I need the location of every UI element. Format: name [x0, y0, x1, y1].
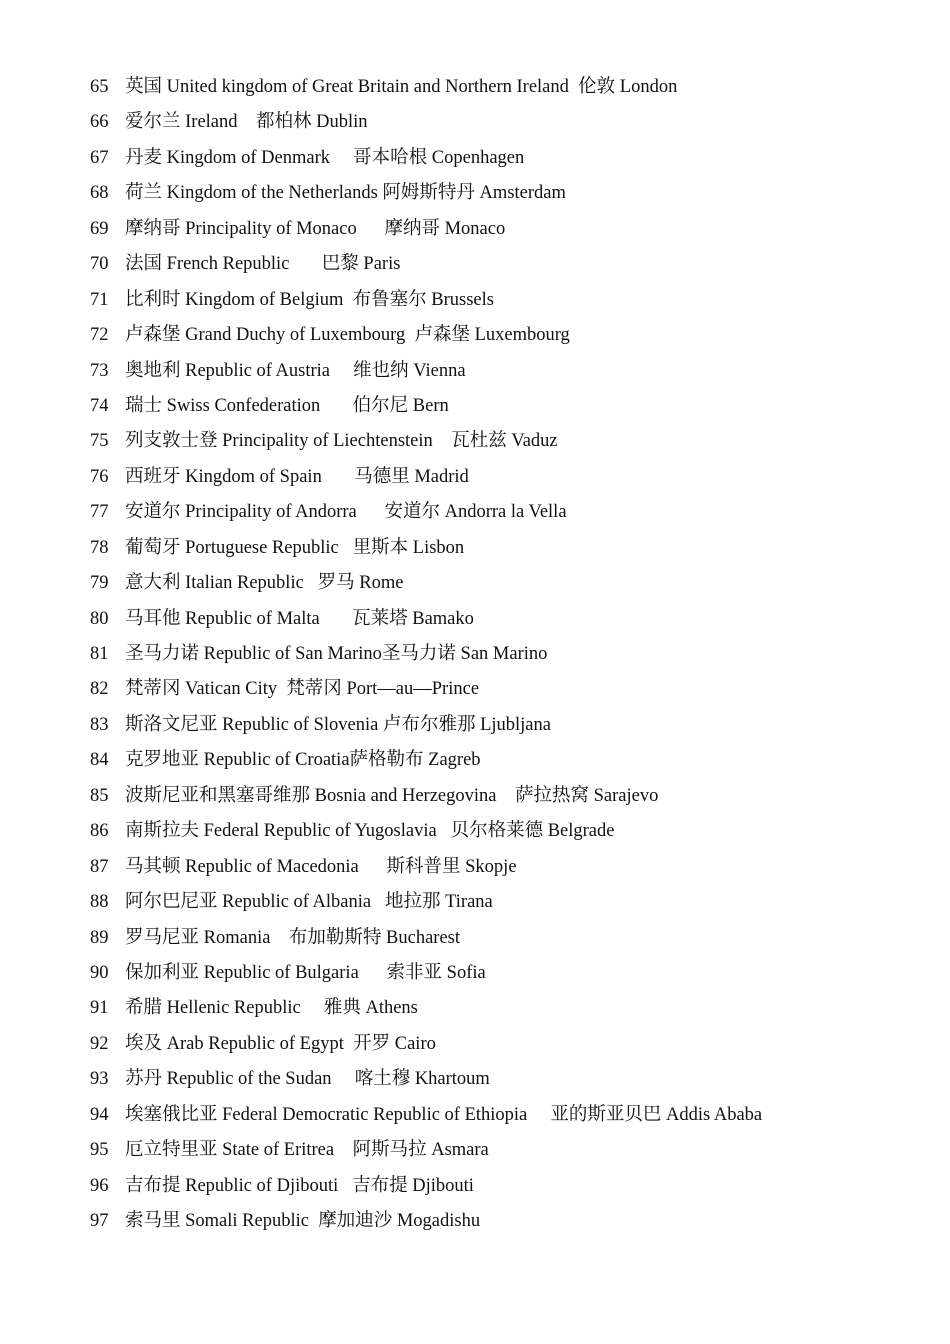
- capital-name: 瓦杜兹 Vaduz: [451, 431, 558, 452]
- item-number: 95: [90, 1140, 109, 1161]
- country-name: 斯洛文尼亚 Republic of Slovenia: [125, 714, 383, 735]
- country-name: 爱尔兰 Ireland: [125, 112, 257, 133]
- list-item: [90, 814, 930, 849]
- list-item: [90, 141, 930, 176]
- country-name: 罗马尼亚 Romania: [125, 927, 289, 948]
- list-item: [90, 389, 930, 424]
- list-item: [90, 1027, 930, 1062]
- list-item: [90, 1062, 930, 1097]
- list-item: [90, 602, 930, 637]
- list-item: [90, 885, 930, 920]
- country-name: 卢森堡 Grand Duchy of Luxembourg: [125, 325, 415, 346]
- capital-name: 安道尔 Andorra la Vella: [384, 502, 567, 523]
- item-number: 97: [90, 1211, 109, 1231]
- country-name: 丹麦 Kingdom of Denmark: [125, 147, 354, 168]
- capital-name: 维也纳 Vienna: [353, 360, 466, 381]
- list-item: [90, 637, 930, 672]
- capital-name: 卢森堡 Luxembourg: [414, 325, 570, 346]
- capital-name: 圣马力诺 San Marino: [381, 644, 548, 664]
- country-name: 西班牙 Kingdom of Spain: [125, 466, 355, 487]
- list-item: [90, 743, 930, 778]
- list-item: [90, 318, 930, 353]
- country-name: 奥地利 Republic of Austria: [125, 360, 354, 381]
- country-name: 埃塞俄比亚 Federal Democratic Republic of Ethiopia: [125, 1104, 551, 1125]
- country-capital-list: [90, 70, 930, 1239]
- country-name: 马其顿 Republic of Macedonia: [125, 856, 387, 877]
- capital-name: 瓦莱塔 Bamako: [352, 608, 474, 629]
- capital-name: 哥本哈根 Copenhagen: [353, 147, 525, 168]
- item-number: 86: [90, 821, 109, 842]
- list-item: [90, 956, 930, 991]
- capital-name: 阿姆斯特丹 Amsterdam: [382, 183, 566, 204]
- item-number: 78: [90, 537, 109, 558]
- country-name: 克罗地亚 Republic of Croatia: [125, 750, 350, 771]
- capital-name: 雅典 Athens: [323, 998, 418, 1019]
- list-item: [90, 105, 930, 140]
- list-item: [90, 566, 930, 601]
- capital-name: 索非亚 Sofia: [386, 962, 486, 983]
- list-item: [90, 991, 930, 1026]
- item-number: 75: [90, 431, 109, 452]
- capital-name: 罗马 Rome: [317, 573, 404, 594]
- capital-name: 摩纳哥 Monaco: [384, 218, 506, 239]
- capital-name: 都柏林 Dublin: [256, 112, 368, 133]
- list-item: [90, 283, 930, 318]
- item-number: 96: [90, 1175, 109, 1196]
- country-name: 保加利亚 Republic of Bulgaria: [125, 962, 387, 983]
- capital-name: 布鲁塞尔 Brussels: [352, 289, 494, 310]
- item-number: 67: [90, 147, 109, 168]
- item-number: 76: [90, 466, 109, 487]
- capital-name: 卢布尔雅那 Ljubljana: [382, 714, 551, 735]
- capital-name: 马德里 Madrid: [354, 466, 469, 487]
- item-number: 74: [90, 395, 109, 416]
- item-number: 89: [90, 927, 109, 948]
- capital-name: 贝尔格莱德 Belgrade: [450, 821, 615, 842]
- country-name: 索马里 Somali Republic: [125, 1211, 319, 1231]
- list-item: [90, 212, 930, 247]
- capital-name: 萨格勒布 Zagreb: [349, 750, 481, 771]
- item-number: 68: [90, 183, 109, 204]
- capital-name: 地拉那 Tirana: [385, 892, 493, 913]
- item-number: 87: [90, 856, 109, 877]
- country-name: 安道尔 Principality of Andorra: [125, 502, 385, 523]
- country-name: 法国 French Republic: [125, 254, 322, 275]
- list-item: [90, 672, 930, 707]
- capital-name: 萨拉热窝 Sarajevo: [514, 785, 659, 806]
- item-number: 91: [90, 998, 109, 1019]
- list-item: [90, 495, 930, 530]
- country-name: 波斯尼亚和黑塞哥维那 Bosnia and Herzegovina: [125, 785, 515, 806]
- country-name: 葡萄牙 Portuguese Republic: [125, 537, 353, 558]
- list-item: [90, 354, 930, 389]
- item-number: 66: [90, 112, 109, 133]
- item-number: 92: [90, 1033, 109, 1054]
- country-name: 马耳他 Republic of Malta: [125, 608, 353, 629]
- capital-name: 伯尔尼 Bern: [352, 395, 449, 416]
- item-number: 85: [90, 785, 109, 806]
- capital-name: 亚的斯亚贝巴 Addis Ababa: [550, 1104, 763, 1125]
- capital-name: 摩加迪沙 Mogadishu: [318, 1211, 481, 1231]
- list-item: [90, 1169, 930, 1204]
- list-item: [90, 708, 930, 743]
- list-item: [90, 424, 930, 459]
- item-number: 69: [90, 218, 109, 239]
- capital-name: 喀土穆 Khartoum: [354, 1069, 490, 1090]
- list-item: [90, 921, 930, 956]
- item-number: 79: [90, 573, 109, 594]
- item-number: 81: [90, 644, 109, 664]
- country-name: 圣马力诺 Republic of San Marino: [125, 644, 382, 664]
- item-number: 77: [90, 502, 109, 523]
- country-name: 比利时 Kingdom of Belgium: [125, 289, 353, 310]
- item-number: 93: [90, 1069, 109, 1090]
- country-name: 吉布提 Republic of Djibouti: [125, 1175, 353, 1196]
- item-number: 83: [90, 714, 109, 735]
- capital-name: 布加勒斯特 Bucharest: [288, 927, 461, 948]
- list-item: [90, 460, 930, 495]
- capital-name: 阿斯马拉 Asmara: [352, 1140, 489, 1161]
- capital-name: 伦敦 London: [578, 77, 678, 97]
- country-name: 南斯拉夫 Federal Republic of Yugoslavia: [125, 821, 451, 842]
- list-item: [90, 850, 930, 885]
- capital-name: 开罗 Cairo: [353, 1033, 436, 1054]
- capital-name: 巴黎 Paris: [321, 254, 401, 275]
- list-item: [90, 531, 930, 566]
- item-number: 80: [90, 608, 109, 629]
- item-number: 84: [90, 750, 109, 771]
- capital-name: 梵蒂冈 Port—au—Prince: [286, 679, 480, 700]
- list-item: [90, 1133, 930, 1168]
- item-number: 90: [90, 962, 109, 983]
- country-name: 梵蒂冈 Vatican City: [125, 679, 287, 700]
- list-item: [90, 70, 930, 105]
- country-name: 荷兰 Kingdom of the Netherlands: [125, 183, 383, 204]
- list-item: [90, 779, 930, 814]
- item-number: 70: [90, 254, 109, 275]
- item-number: 65: [90, 77, 109, 97]
- country-name: 英国 United kingdom of Great Britain and Northern Ireland: [125, 77, 579, 97]
- country-name: 阿尔巴尼亚 Republic of Albania: [125, 892, 385, 913]
- capital-name: 吉布提 Djibouti: [352, 1175, 474, 1196]
- country-name: 希腊 Hellenic Republic: [125, 998, 324, 1019]
- country-name: 列支敦士登 Principality of Liechtenstein: [125, 431, 452, 452]
- country-name: 苏丹 Republic of the Sudan: [125, 1069, 355, 1090]
- list-item: [90, 1098, 930, 1133]
- item-number: 82: [90, 679, 109, 700]
- list-item: [90, 1204, 930, 1239]
- country-name: 埃及 Arab Republic of Egypt: [125, 1033, 354, 1054]
- item-number: 71: [90, 289, 109, 310]
- item-number: 73: [90, 360, 109, 381]
- country-name: 瑞士 Swiss Confederation: [125, 395, 353, 416]
- item-number: 88: [90, 892, 109, 913]
- capital-name: 斯科普里 Skopje: [386, 856, 517, 877]
- country-name: 摩纳哥 Principality of Monaco: [125, 218, 385, 239]
- country-name: 意大利 Italian Republic: [125, 573, 318, 594]
- capital-name: 里斯本 Lisbon: [352, 537, 465, 558]
- item-number: 72: [90, 325, 109, 346]
- list-item: [90, 247, 930, 282]
- item-number: 94: [90, 1104, 109, 1125]
- list-item: [90, 176, 930, 211]
- country-name: 厄立特里亚 State of Eritrea: [125, 1140, 353, 1161]
